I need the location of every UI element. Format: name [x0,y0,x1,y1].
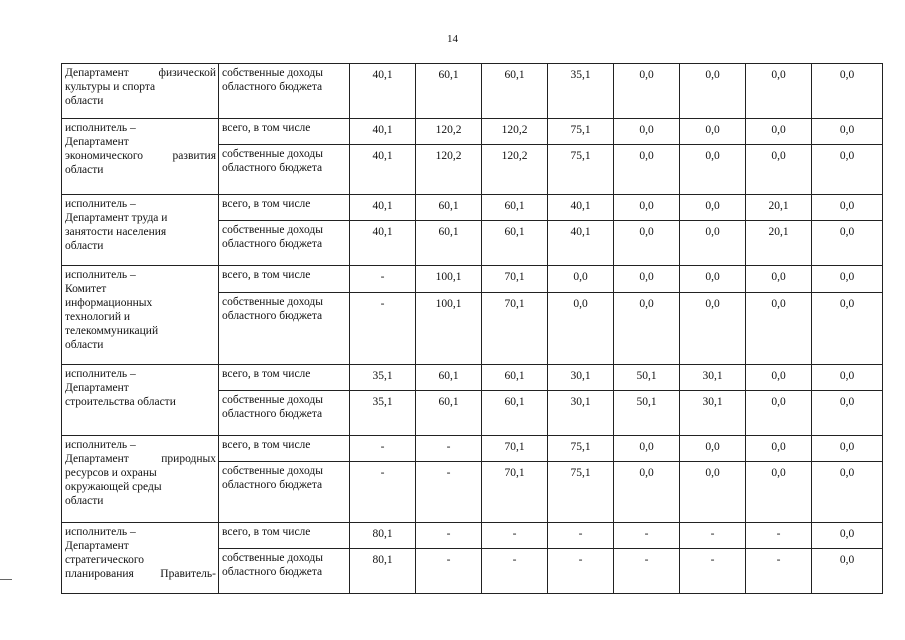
funding-source-cell [219,549,350,594]
year-value-cell: 70,1 [482,266,548,293]
executor-cell [62,195,219,266]
executor-cell [62,523,219,594]
year-value-cell: 80,1 [350,523,416,549]
year-value-cell: 60,1 [482,195,548,221]
year-value-cell: 120,2 [416,145,482,195]
year-value-cell: 20,1 [746,221,812,266]
year-value-cell: 40,1 [350,195,416,221]
funding-source-label: всего, в том числе [222,122,311,134]
funding-source-cell [219,391,350,436]
year-value-cell: 0,0 [680,221,746,266]
year-value-cell: 0,0 [680,293,746,365]
year-value-cell: 60,1 [416,391,482,436]
executor-name-line: исполнитель – [65,439,136,451]
executor-name-line: ресурсов и охраны [65,467,157,479]
year-value-cell: 0,0 [746,293,812,365]
executor-cell [62,119,219,195]
year-value-cell: - [614,549,680,594]
executor-name-line: строительства области [65,396,176,408]
year-value-cell: - [746,549,812,594]
funding-source-label-line: областного бюджета [222,238,323,250]
year-value-cell: 0,0 [614,266,680,293]
year-value-cell: 75,1 [548,462,614,523]
year-value-cell: 0,0 [812,436,883,462]
year-value-cell: 0,0 [812,365,883,391]
year-value-cell: 70,1 [482,436,548,462]
year-value-cell: 0,0 [614,119,680,145]
funding-source-label-line: собственные доходы [222,148,323,160]
year-value-cell: 30,1 [548,391,614,436]
year-value-cell: - [614,523,680,549]
executor-name-line: занятости населения [65,226,167,238]
year-value-cell: 120,2 [482,145,548,195]
executor-name-line: исполнитель – [65,198,136,210]
year-value-cell: 70,1 [482,293,548,365]
table-row [62,365,883,391]
year-value-cell: 0,0 [812,549,883,594]
executor-name-line: исполнитель – [65,526,136,538]
executor-name-line: Департамент физической [65,67,216,79]
year-value-cell: 0,0 [746,391,812,436]
year-value-cell: 0,0 [548,266,614,293]
executor-name-line: области [65,240,104,252]
year-value-cell: - [350,266,416,293]
year-value-cell: 0,0 [614,145,680,195]
year-value-cell: - [416,462,482,523]
year-value-cell: 0,0 [812,119,883,145]
year-value-cell: 20,1 [746,195,812,221]
year-value-cell: 35,1 [548,64,614,119]
year-value-cell: 0,0 [746,365,812,391]
funding-source-cell [219,365,350,391]
executor-cell [62,266,219,365]
year-value-cell: 0,0 [746,119,812,145]
executor-name-line: информационных [65,297,153,309]
year-value-cell: 0,0 [746,64,812,119]
funding-source-label-line: собственные доходы [222,296,323,308]
funding-source-label: всего, в том числе [222,439,311,451]
executor-name-line: области [65,339,104,351]
table-row [62,119,883,145]
year-value-cell: 0,0 [812,523,883,549]
year-value-cell: 120,2 [482,119,548,145]
year-value-cell: 0,0 [614,64,680,119]
year-value-cell: - [746,523,812,549]
funding-source-label-line: собственные доходы [222,67,323,79]
executor-name-line: Департамент природных [65,453,216,465]
table-row [62,64,883,119]
year-value-cell: - [680,523,746,549]
funding-source-label: всего, в том числе [222,526,311,538]
executor-name-line: культуры и спорта [65,81,156,93]
executor-name-line: исполнитель – [65,368,136,380]
year-value-cell: 0,0 [614,195,680,221]
table-body [62,64,883,594]
funding-source-label-line: областного бюджета [222,310,323,322]
funding-source-label: всего, в том числе [222,368,311,380]
year-value-cell: 100,1 [416,266,482,293]
year-value-cell: 40,1 [350,145,416,195]
year-value-cell: 40,1 [350,119,416,145]
year-value-cell: 0,0 [812,221,883,266]
table-row [62,195,883,221]
executor-cell [62,436,219,523]
year-value-cell: - [350,436,416,462]
executor-name-line: Комитет [65,283,107,295]
year-value-cell: 70,1 [482,462,548,523]
year-value-cell: 0,0 [746,462,812,523]
year-value-cell: 75,1 [548,145,614,195]
year-value-cell: - [416,436,482,462]
year-value-cell: 0,0 [680,145,746,195]
executor-name-line: исполнитель – [65,122,136,134]
year-value-cell: 0,0 [614,436,680,462]
year-value-cell: - [548,549,614,594]
funding-source-cell [219,221,350,266]
year-value-cell: 40,1 [350,64,416,119]
executor-name-line: стратегического [65,554,145,566]
funding-source-cell [219,523,350,549]
funding-source-label: всего, в том числе [222,198,311,210]
year-value-cell: 50,1 [614,391,680,436]
year-value-cell: 60,1 [482,64,548,119]
year-value-cell: 0,0 [614,221,680,266]
table-row [62,523,883,549]
funding-source-label-line: собственные доходы [222,224,323,236]
page-edge-mark [0,579,12,580]
year-value-cell: - [680,549,746,594]
funding-source-cell [219,293,350,365]
year-value-cell: 0,0 [680,436,746,462]
year-value-cell: 0,0 [812,64,883,119]
funding-source-cell [219,462,350,523]
year-value-cell: - [350,293,416,365]
executor-name-line: планирования Правитель- [65,568,216,580]
year-value-cell: 0,0 [746,266,812,293]
year-value-cell: 0,0 [680,195,746,221]
year-value-cell: 0,0 [680,266,746,293]
year-value-cell: 40,1 [548,195,614,221]
executor-name-line: телекоммуникаций [65,325,159,337]
year-value-cell: 75,1 [548,436,614,462]
year-value-cell: 60,1 [416,221,482,266]
year-value-cell: 0,0 [680,119,746,145]
executor-name-line: технологий и [65,311,131,323]
year-value-cell: 60,1 [482,391,548,436]
year-value-cell: 35,1 [350,391,416,436]
executor-name-line: Департамент [65,136,129,148]
year-value-cell: 100,1 [416,293,482,365]
funding-source-label-line: областного бюджета [222,479,323,491]
funding-source-label-line: областного бюджета [222,81,323,93]
year-value-cell: 60,1 [482,221,548,266]
year-value-cell: 60,1 [416,195,482,221]
year-value-cell: 60,1 [416,64,482,119]
year-value-cell: 30,1 [548,365,614,391]
table-row [62,436,883,462]
executor-name-line: Департамент труда и [65,212,168,224]
funding-source-cell [219,266,350,293]
year-value-cell: 75,1 [548,119,614,145]
executor-cell [62,365,219,436]
year-value-cell: 0,0 [548,293,614,365]
executor-name-line: области [65,95,104,107]
executor-name-line: Департамент [65,382,129,394]
year-value-cell: - [350,462,416,523]
year-value-cell: 80,1 [350,549,416,594]
funding-source-label-line: собственные доходы [222,394,323,406]
executor-name-line: окружающей среды [65,481,162,493]
funding-source-cell [219,145,350,195]
funding-source-label: всего, в том числе [222,269,311,281]
year-value-cell: - [482,523,548,549]
funding-source-label-line: собственные доходы [222,552,323,564]
year-value-cell: - [548,523,614,549]
executor-name-line: исполнитель – [65,269,136,281]
funding-source-label-line: областного бюджета [222,408,323,420]
year-value-cell: 40,1 [350,221,416,266]
funding-source-cell [219,119,350,145]
year-value-cell: 0,0 [614,462,680,523]
funding-source-cell [219,64,350,119]
year-value-cell: 40,1 [548,221,614,266]
year-value-cell: 0,0 [812,462,883,523]
year-value-cell: 35,1 [350,365,416,391]
funding-source-cell [219,436,350,462]
year-value-cell: 0,0 [812,266,883,293]
year-value-cell: 0,0 [812,145,883,195]
page-number: 14 [447,33,458,45]
year-value-cell: - [416,549,482,594]
table-row [62,266,883,293]
executor-name-line: Департамент [65,540,129,552]
year-value-cell: 30,1 [680,391,746,436]
year-value-cell: 50,1 [614,365,680,391]
executor-name-line: области [65,495,104,507]
year-value-cell: 0,0 [812,391,883,436]
year-value-cell: 0,0 [614,293,680,365]
year-value-cell: 60,1 [416,365,482,391]
year-value-cell: 0,0 [812,195,883,221]
executor-name-line: экономического развития [65,150,216,162]
executor-cell [62,64,219,119]
year-value-cell: 60,1 [482,365,548,391]
year-value-cell: 0,0 [746,145,812,195]
year-value-cell: 30,1 [680,365,746,391]
funding-source-cell [219,195,350,221]
budget-table [61,63,883,594]
year-value-cell: 0,0 [680,64,746,119]
year-value-cell: - [416,523,482,549]
year-value-cell: 120,2 [416,119,482,145]
year-value-cell: 0,0 [746,436,812,462]
executor-name-line: области [65,164,104,176]
funding-source-label-line: областного бюджета [222,162,323,174]
year-value-cell: - [482,549,548,594]
year-value-cell: 0,0 [680,462,746,523]
year-value-cell: 0,0 [812,293,883,365]
funding-source-label-line: собственные доходы [222,465,323,477]
funding-source-label-line: областного бюджета [222,566,323,578]
